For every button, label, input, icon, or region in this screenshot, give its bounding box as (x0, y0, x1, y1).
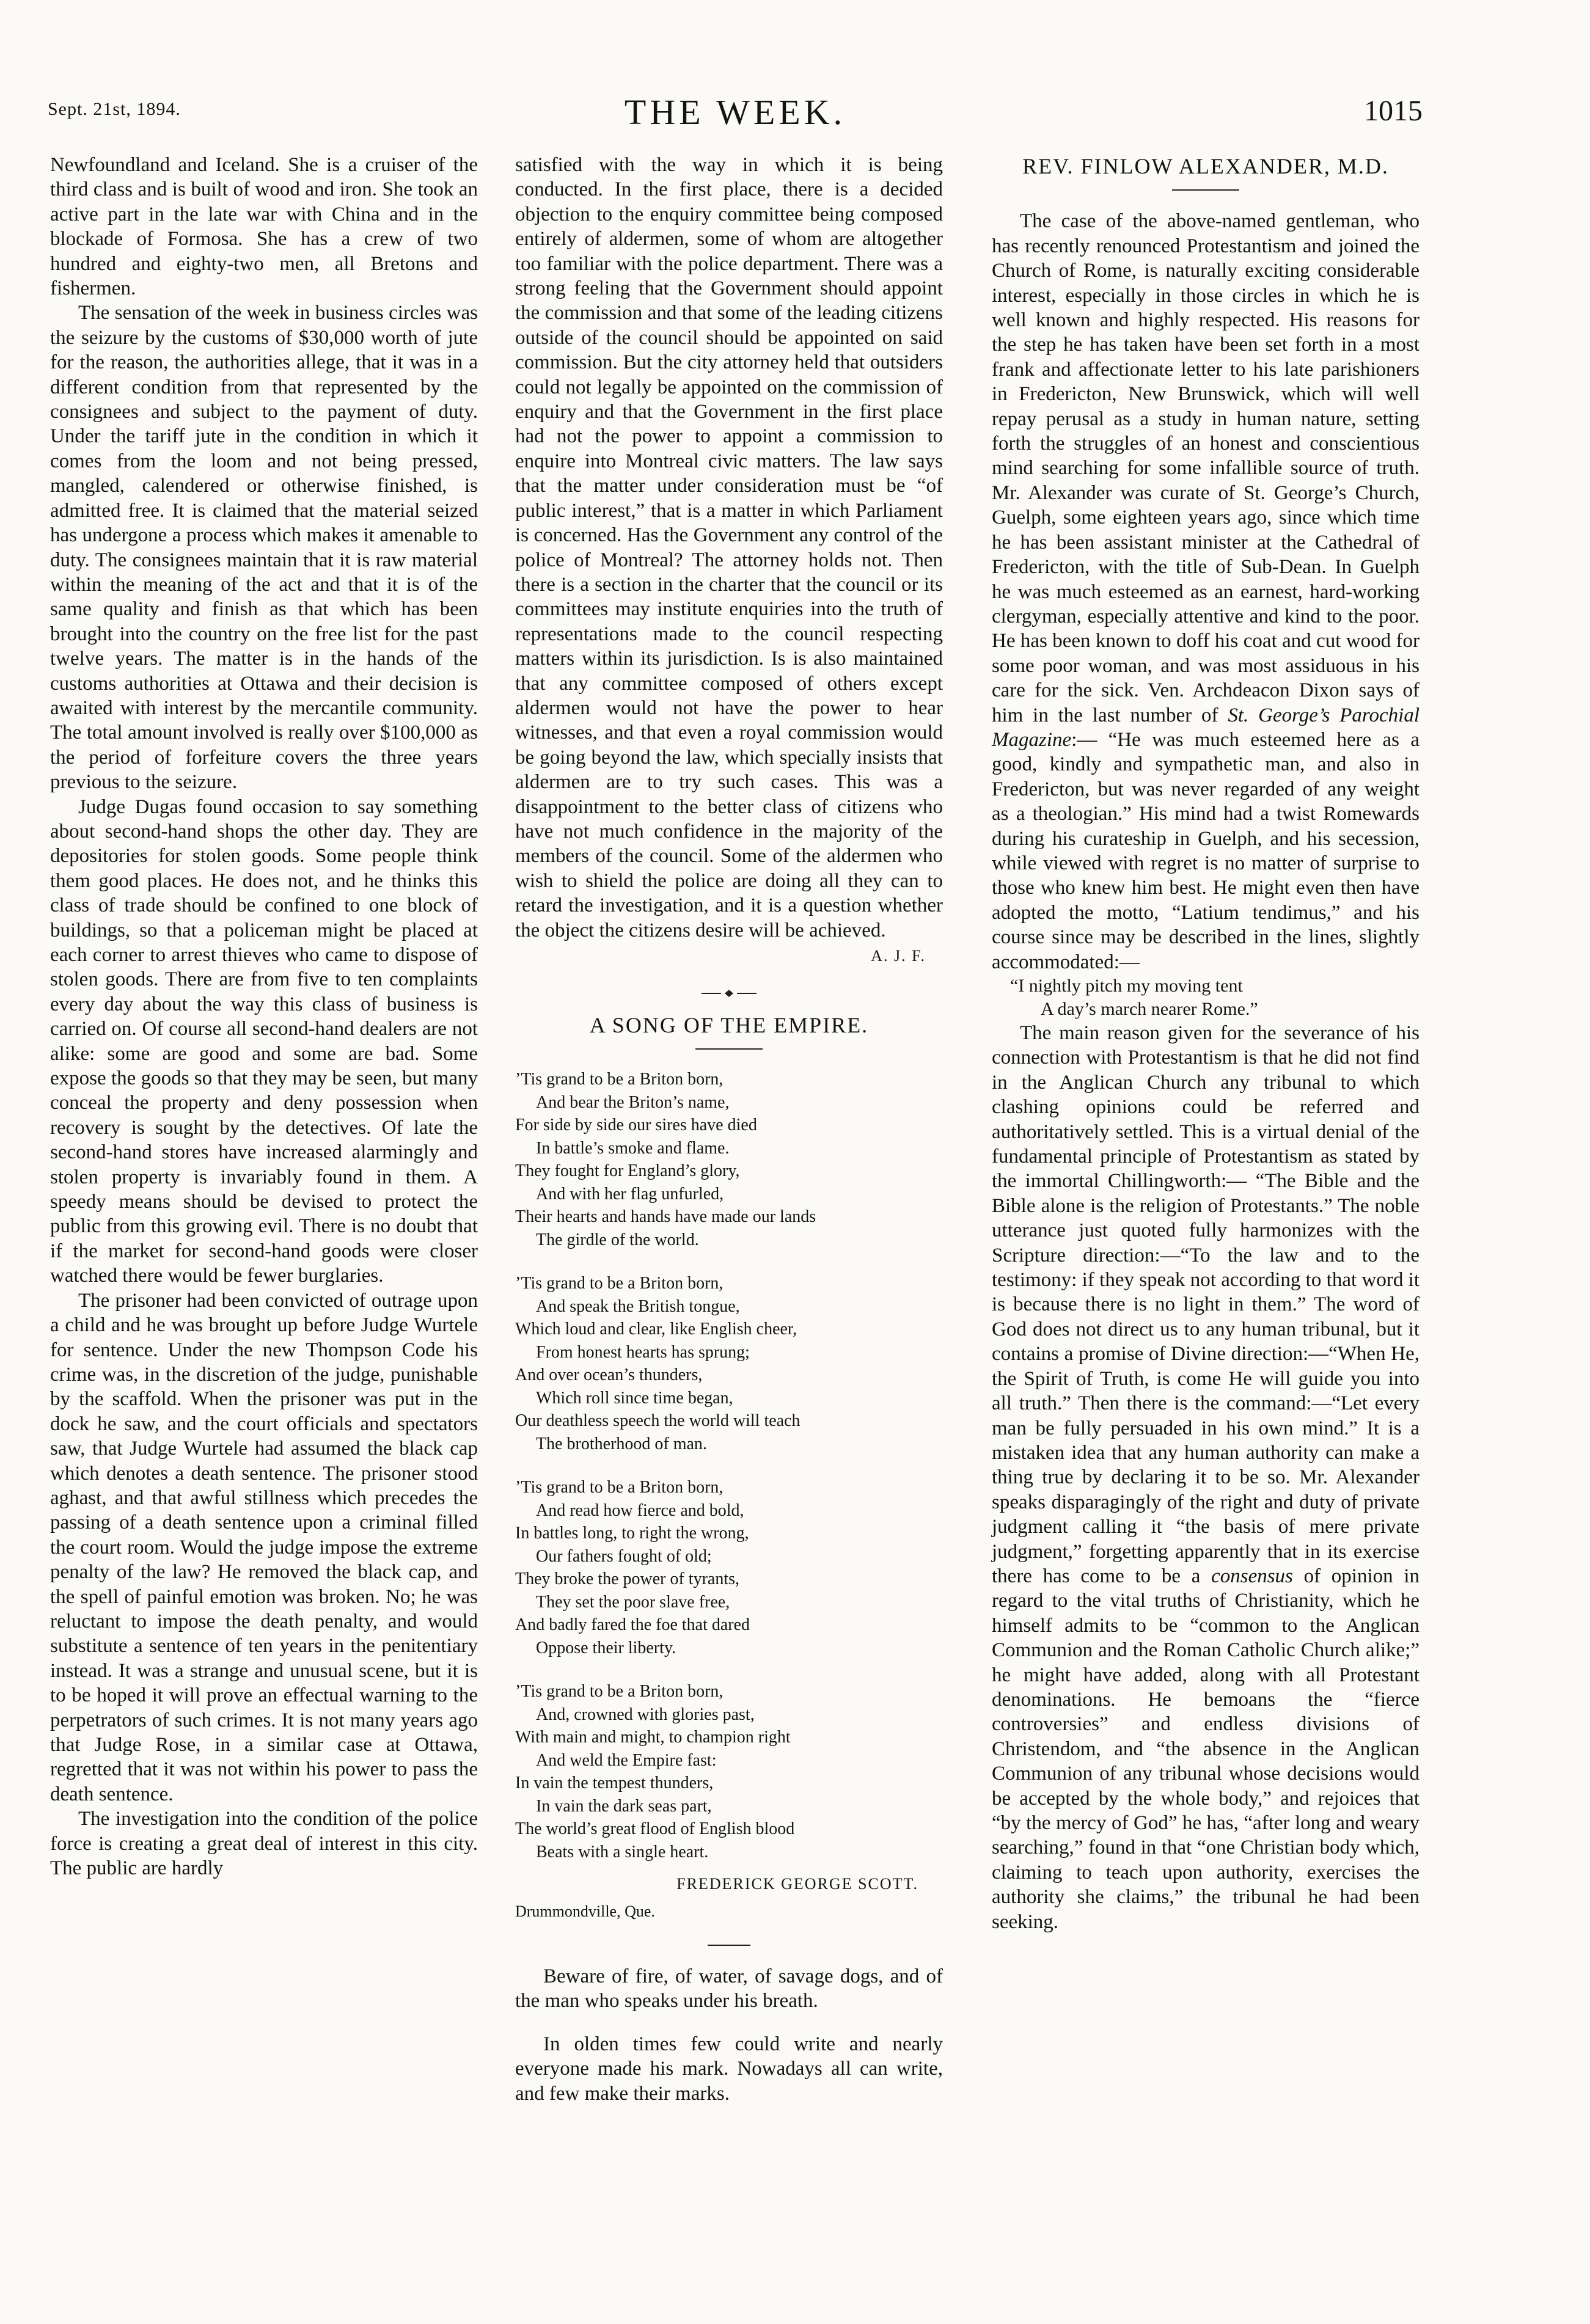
maxim-paragraph: In olden times few could write and nearly everyone made his mark. Nowadays all can write, and few make their marks. (515, 2033, 943, 2105)
poem-line: ’Tis grand to be a Briton born, (515, 1478, 724, 1497)
magazine-name: St. George’s Parochial Magazine (992, 704, 1420, 751)
article-paragraph: The investigation into the condition of the police force is creating a great deal of interest in this city. The public are hardly (50, 1808, 478, 1880)
poem-line: Our fathers fought of old; (536, 1546, 712, 1566)
poem-line: In battle’s smoke and flame. (536, 1138, 730, 1158)
italic-word: consensus (1211, 1565, 1293, 1587)
poem-line: In vain the tempest thunders, (515, 1774, 714, 1793)
column-2 (515, 153, 943, 2106)
article-paragraph (992, 1021, 1420, 1934)
section-rule (708, 1945, 750, 1946)
issue-date: Sept. 21st, 1894. (48, 99, 181, 119)
poem-line: In vain the dark seas part, (536, 1796, 712, 1816)
publication-title: THE WEEK. (624, 92, 846, 132)
ornament-divider (515, 979, 943, 1004)
article-text: The main reason given for the severance of his connection with Protestantism is that he did not find in the Anglican Church any tribunal to which clashing opinions could be referred and authoritatively settled. This is a virtual denial of the fundamental principle of Protestantism as stated by the immortal Chillingworth:— “The Bible and the Bible alone is the religion of Protestants.” The noble utterance just quoted fully harmonizes with the Scripture direction:—“To the law and to the testimony: if they speak not according to that word it is because there is no light in them.” The word of God does not direct us to any human tribunal, but it contains a promise of Divine direction:—“When He, the Spirit of Truth, is come He will guide you into all truth.” Then there is the command:—“Let every man be fully persuaded in his own mind.” It is a mistaken idea that any human authority can make a thing true by declaring it to be so. Mr. Alexander speaks disparagingly of the right and duty of private judgment calling it “the basis of mere private judgment,” forgetting apparently that in its exercise there has come to be a (992, 1022, 1420, 1587)
poem-line: For side by side our sires have died (515, 1116, 757, 1135)
poem-line: And with her flag unfurled, (536, 1184, 724, 1204)
article-text: The case of the above-named gentleman, who has recently renounced Protestantism and joined the Church of Rome, is naturally exciting considerable interest, especially in those circles in which he is well known and highly respected. His reasons for the step he has taken have been set forth in a most frank and affectionate letter to his late parishioners in Fredericton, New Brunswick, which will well repay perusal as a study in human nature, setting forth the struggles of an honest and conscientious mind searching for some infallible source of truth. Mr. Alexander was curate of St. George’s Church, Guelph, some eighteen years ago, since which time he has been assistant minister at the Cathedral of Fredericton, with the title of Sub-Dean. In Guelph he was much esteemed as an earnest, hard-working clergyman, especially attentive and kind to the poor. He has been known to doff his coat and cut wood for some poor woman, and was most assiduous in his care for the sick. Ven. Archdeacon Dixon says of him in the last number of (992, 210, 1420, 726)
poem-line: And weld the Empire fast: (536, 1750, 717, 1770)
poem-line: They broke the power of tyrants, (515, 1569, 739, 1589)
poem-line: And over ocean’s thunders, (515, 1365, 703, 1385)
article-signature: A. J. F. (871, 947, 926, 965)
poem-line: And speak the British tongue, (536, 1296, 740, 1316)
poem-line: And read how fierce and bold, (536, 1500, 744, 1520)
poem-line: ’Tis grand to be a Briton born, (515, 1274, 724, 1293)
poem-line: ’Tis grand to be a Briton born, (515, 1682, 724, 1701)
poem-line: The world’s great flood of English blood (515, 1819, 795, 1839)
poem-place: Drummondville, Que. (515, 1902, 655, 1920)
poem-line: Our deathless speech the world will teach (515, 1411, 800, 1431)
poem-line: They fought for England’s glory, (515, 1161, 740, 1181)
poem-author: FREDERICK GEORGE SCOTT. (676, 1875, 918, 1893)
title-rule (695, 1048, 763, 1050)
page-corner-mark (4, 2284, 28, 2320)
title-rule (1172, 189, 1239, 191)
poem-stanza (515, 1680, 943, 1863)
poem-line: With main and might, to champion right (515, 1728, 791, 1747)
article-paragraph: The sensation of the week in business circles was the seizure by the customs of $30,000 worth of jute for the reason, the authorities allege, that it was in a different condition from that represented by the consignees and subject to the payment of duty. Under the tariff jute in the condition in which it comes from the loom and not being pressed, mangled, calendered or otherwise finished, is admitted free. It is claimed that the material seized has undergone a process which makes it amenable to duty. The consignees maintain that it is raw material within the meaning of the act and that it is of the same quality and finish as that which has been brought into the country on the free list for the past twelve years. The matter is in the hands of the customs authorities at Ottawa and their decision is awaited with interest by the mercantile community. The total amount involved is really over $100,000 as the period of forfeiture covers the three years previous to the seizure. (50, 302, 478, 794)
poem-line: They set the poor slave free, (536, 1592, 730, 1612)
article-title: REV. FINLOW ALEXANDER, M.D. (1022, 154, 1389, 178)
poem-line: The brotherhood of man. (536, 1434, 707, 1453)
column-1 (50, 153, 478, 1880)
poem-stanza (515, 1272, 943, 1455)
article-paragraph: Judge Dugas found occasion to say something about second-hand shops the other day. They are depositories for stolen goods. Some people think them good places. He does not, and he thinks this class of trade should be confined to one block of buildings, so that a policeman might be placed at each corner to arrest thieves who came to dispose of stolen goods. There are from five to ten complaints every day about the way this class of business is carried on. Of course all second-hand dealers are not alike: some are good and some are bad. Some expose the goods so that they may be seen, but many conceal the property and deny possession when recovery is sought by the detectives. Of late the second-hand stores have increased alarmingly and stolen property is invariably found in them. A speedy means should be devised to protect the public from this growing evil. There is no doubt that if the market for second-hand goods were closer watched there would be fewer burglaries. (50, 795, 478, 1287)
poem-line: In battles long, to right the wrong, (515, 1524, 749, 1543)
quote-line: A day’s march nearer Rome.” (1041, 999, 1258, 1019)
article-paragraph (992, 209, 1420, 974)
poem-title: A SONG OF THE EMPIRE. (589, 1012, 869, 1037)
poem-line: From honest hearts has sprung; (536, 1342, 750, 1362)
poem-stanza (515, 1068, 943, 1251)
poem-stanza (515, 1476, 943, 1659)
column-3 (992, 153, 1420, 1934)
poem-line: Which loud and clear, like English cheer, (515, 1320, 797, 1339)
page-header (48, 92, 1423, 134)
poem-line: And badly fared the foe that dared (515, 1615, 750, 1635)
maxim-paragraph: Beware of fire, of water, of savage dogs, and of the man who speaks under his breath. (515, 1965, 943, 2012)
verse-quote (992, 974, 1420, 1021)
article-paragraph: The prisoner had been convicted of outrage upon a child and he was brought up before Judge Wurtele for sentence. Under the new Thompson Code his crime was, in the discretion of the judge, punishable by the scaffold. When the prisoner was put in the dock he saw, and the court officials and spectators saw, that Judge Wurtele had assumed the black cap which denotes a death sentence. The prisoner stood aghast, and that awful stillness which precedes the passing of a death sentence upon a criminal filled the court room. Would the judge impose the extreme penalty of the law? He removed the black cap, and the spell of painful emotion was broken. No; he was reluctant to impose the death penalty, and would substitute a sentence of ten years in the penitentiary instead. It was a strange and unusual scene, but it is to be hoped it will prove an effectual warning to the perpetrators of such crimes. It is not many years ago that Judge Rose, in a similar case at Ottawa, regretted that it was not within his power to pass the death sentence. (50, 1289, 478, 1805)
page-number: 1015 (1364, 95, 1423, 127)
poem-line: Their hearts and hands have made our lands (515, 1207, 816, 1227)
poem-line: The girdle of the world. (536, 1230, 699, 1249)
poem-line: And, crowned with glories past, (536, 1705, 755, 1724)
article-text: :— “He was much esteemed here as a good, kindly and sympathetic man, and also in Fredericton, but was never regarded of any weight as a theologian.” His mind had a twist Romewards during his curateship in Guelph, and his secession, while viewed with regret is no matter of surprise to those who knew him best. He might even then have adopted the motto, “Latium tendimus,” and his course since may be described in the lines, slightly accommodated:— (992, 728, 1420, 973)
poem-line: ’Tis grand to be a Briton born, (515, 1070, 724, 1089)
article-paragraph: Newfoundland and Iceland. She is a cruiser of the third class and is built of wood and iron. She took an active part in the late war with China and in the blockade of Formosa. She has a crew of two hundred and eighty-two men, all Bretons and fishermen. (50, 154, 478, 300)
poem-line: And bear the Briton’s name, (536, 1092, 730, 1112)
quote-line: “I nightly pitch my moving tent (1010, 976, 1243, 996)
poem (515, 1068, 943, 1863)
poem-line: Which roll since time began, (536, 1388, 733, 1408)
article-paragraph: satisfied with the way in which it is being conducted. In the first place, there is a decided objection to the enquiry committee being composed entirely of aldermen, some of whom are altogether too familiar with the police department. There was a strong feeling that the Government should appoint the commission and that some of the leading citizens outside of the council should be appointed on said commission. But the city attorney held that outsiders could not legally be appointed on the commission of enquiry and that the Government in the first place had not the power to appoint a commission to enquire into Montreal civic matters. The law says that the matter under consideration must be “of public interest,” that is a matter in which Parliament is concerned. Has the Government any control of the police of Montreal? The attorney holds not. Then there is a section in the charter that the council or its committees may institute enquiries into the truth of representations made to the council respecting matters within its jurisdiction. Is is also maintained that any committee composed of others except aldermen would not have the power to hear witnesses, and that even a royal commission would be going beyond the law, which specially insists that aldermen are to try such cases. This was a disappointment to the better class of citizens who have not much confidence in the majority of the members of the council. Some of the aldermen who wish to shield the police are doing all they can to retard the investigation, and it is a question whether the object the citizens desire will be achieved. (515, 154, 943, 941)
article-text: of opinion in regard to the vital truths of Christianity, which he himself admits to be “common to the Anglican Communion and the Roman Catholic Church alike;” he might have added, along with all Protestant denominations. He bemoans the “fierce controversies” and endless divisions of Christendom, and “the absence in the Anglican Communion of any tribunal whose decisions would be accepted by the whole body,” and rejoices that “by the mercy of God” he has, “after long and weary searching,” found in that “one Christian body which, claiming to teach upon authority, exercises the authority she claims,” the tribunal he had been seeking. (992, 1565, 1420, 1933)
poem-line: Beats with a single heart. (536, 1842, 709, 1862)
poem-line: Oppose their liberty. (536, 1638, 676, 1657)
